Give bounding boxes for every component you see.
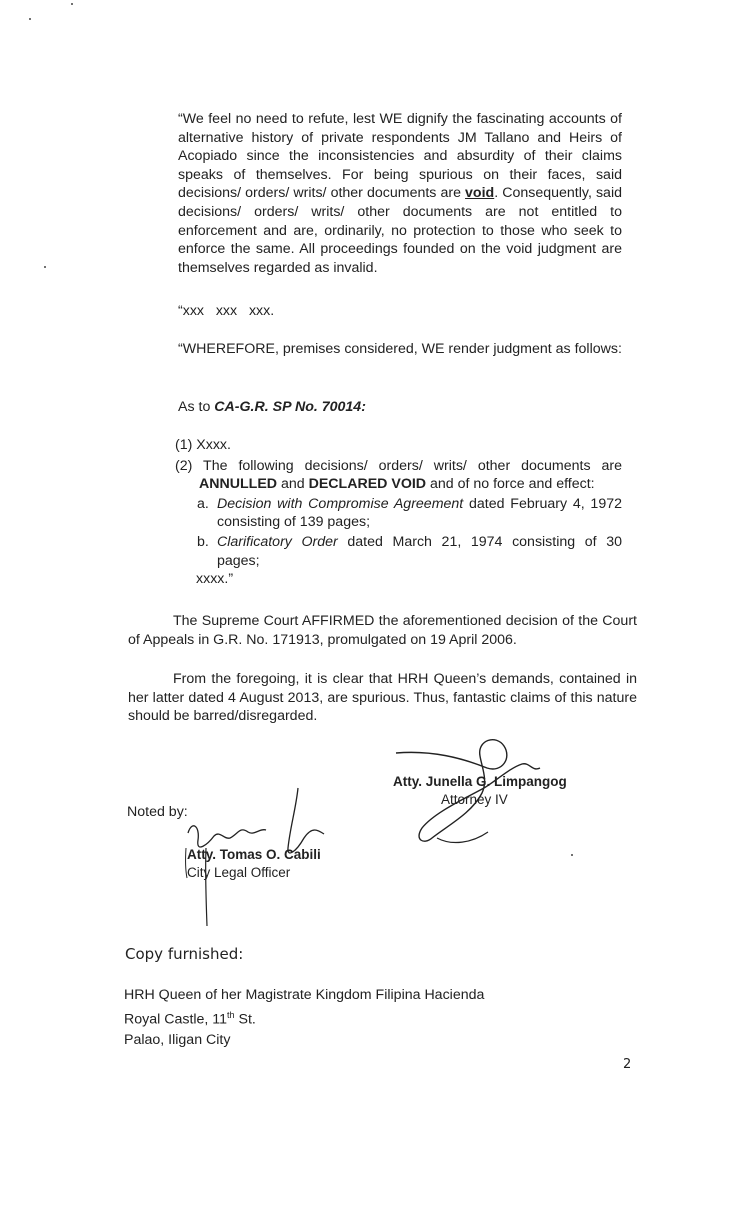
- page-number: 2: [623, 1057, 632, 1072]
- copy-furnished-label: Copy furnished:: [125, 945, 244, 963]
- signatory-title: Attorney IV: [441, 792, 508, 807]
- case-reference: As to CA-G.R. SP No. 70014:: [178, 399, 366, 415]
- sub-item-b: b. Clarificatory Order dated March 21, 1974 consisting of 30 pages;: [197, 533, 622, 569]
- sub-item-a: a. Decision with Compromise Agreement dated February 4, 1972 consisting of 139 pages;: [197, 495, 622, 531]
- supreme-court-paragraph: The Supreme Court AFFIRMED the aforementioned decision of the Court of Appeals in G.R. No. 171913, promulgated on 19 April 2006.: [128, 613, 637, 648]
- scan-speck: [71, 3, 73, 5]
- scan-speck: [44, 266, 46, 268]
- items-closing: xxxx.”: [196, 571, 234, 588]
- scan-speck: [571, 854, 573, 856]
- judgment-items: [175, 436, 622, 589]
- signatory-title: City Legal Officer: [187, 865, 291, 880]
- item-2: (2) The following decisions/ orders/ writs/ other documents are ANNULLED and DECLARED VOID and of no force and effect:: [175, 457, 622, 493]
- item-1: (1) Xxxx.: [175, 437, 231, 453]
- ellipsis-line: “xxx xxx xxx.: [178, 303, 275, 319]
- void-emphasis: void: [465, 185, 495, 202]
- quoted-paragraph: “We feel no need to refute, lest WE dignify the fascinating accounts of alternative history of private respondents JM Tallano and Heirs of Acopiado since the inconsistencies and absurdity of their claims speaks of themselves. For being spurious on their faces, said decisions/ orders/ writs/ other documents are void. Consequently, said decisions/ orders/ writs/ other documents are not entitled to enforcement and are, ordinarily, no protection to those who seek to enforce the same. All proceedings founded on the void judgment are themselves regarded as invalid.: [178, 111, 622, 276]
- scan-speck: [29, 18, 31, 20]
- signature-block-limpangog: [393, 773, 567, 809]
- signatory-name: Atty. Junella G. Limpangog: [393, 774, 567, 789]
- signature-block-cabili: [187, 846, 321, 882]
- signatory-name: Atty. Tomas O. Cabili: [187, 847, 321, 862]
- recipient-address: HRH Queen of her Magistrate Kingdom Filipina Hacienda Royal Castle, 11th St. Palao, Iligan City: [124, 987, 485, 1048]
- noted-by-label: Noted by:: [127, 804, 188, 820]
- case-number: CA-G.R. SP No. 70014:: [214, 399, 366, 415]
- foregoing-paragraph: From the foregoing, it is clear that HRH Queen’s demands, contained in her latter dated 4 August 2013, are spurious. Thus, fantastic claims of this nature should be barred/disregarded.: [128, 671, 637, 725]
- wherefore-paragraph: “WHEREFORE, premises considered, WE render judgment as follows:: [178, 341, 622, 357]
